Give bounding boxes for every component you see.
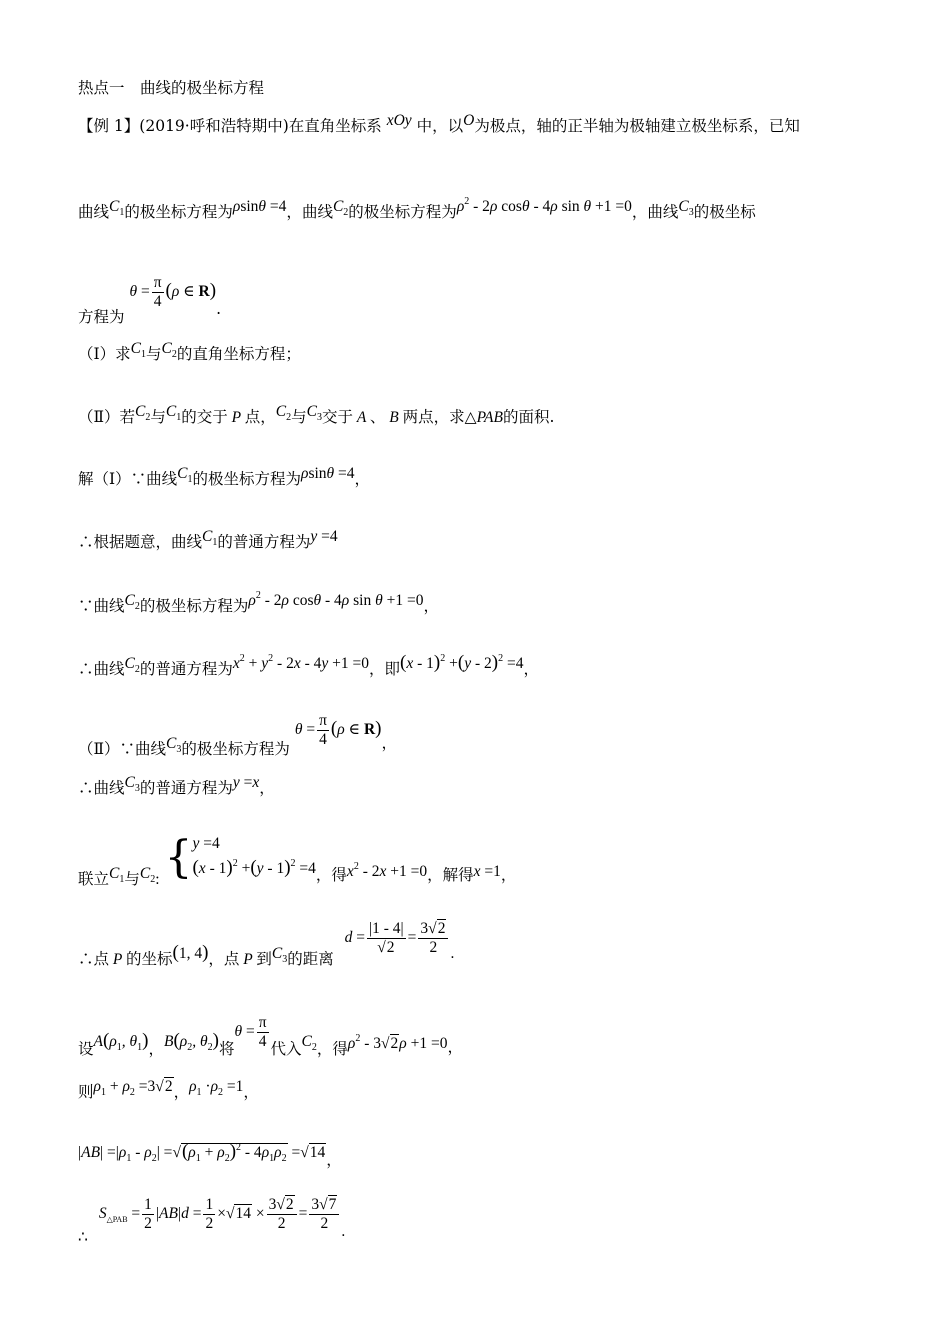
question-1 xyxy=(78,342,301,364)
formula-B: B xyxy=(385,409,403,426)
solution-line-4: ∴曲线$C_2$的普通方程为$x^2 + y^2 - 2x - 4y +1 =0$，即(x - 1)$^2$ +(y - 2)$^2$ =4， xyxy=(78,652,539,678)
text: 的极坐标方程为 xyxy=(139,597,249,615)
text: ∵曲线 xyxy=(78,597,125,615)
text: 的普通方程为 xyxy=(139,660,233,678)
formula-vieta: $\rho_1 + \rho_2 =3√2$ xyxy=(93,1078,173,1098)
formula-system: y =4 (x - 1)$^2$ +(y - 1)$^2$ =4 xyxy=(192,835,316,878)
text: ，点 xyxy=(208,950,240,969)
text: 为极点，轴的正半轴为极轴建立极坐标系，已知 xyxy=(474,117,800,135)
text: 两点，求 xyxy=(402,408,465,426)
example-line-1 xyxy=(78,114,800,136)
text: ， xyxy=(286,203,302,221)
formula-P: P xyxy=(239,951,257,969)
text: ∴ xyxy=(78,1228,88,1247)
formula-C2: $C_2$ xyxy=(124,655,140,675)
formula-c3-cartesian: y =x xyxy=(232,774,260,791)
example-line-2 xyxy=(78,196,756,222)
formula-C3: $C_3$ xyxy=(166,735,182,756)
text: ，即 xyxy=(369,660,401,678)
text: 的交于 xyxy=(181,408,228,426)
text: . xyxy=(216,300,222,319)
solution-line-9: 设$A(\rho_1$, $\theta_1$)，$B(\rho_2$, $\theta_2$)将θ = $\frac{\pi}{4}$ 代入$C_2$，得$\rho^2 - 3√2\rho +1 =0$， xyxy=(78,1014,463,1059)
text: 的面积. xyxy=(502,408,555,426)
formula-C2: $C_2$ xyxy=(275,403,292,423)
formula-distance: d = $\frac{|1 - 4|}{√2}$ = $\frac{3√2}{2}$ xyxy=(345,929,451,946)
formula-c2-polar: $\rho^2 - 2\rho$ cosθ - 4ρ sin θ +1 =0 xyxy=(248,590,424,609)
text: ∴根据题意，曲线 xyxy=(78,533,203,551)
text: ， xyxy=(631,203,648,221)
formula-theta-pi4: θ = $\frac{\pi}{4}$ xyxy=(234,1014,267,1050)
formula-C2: $C_2$ xyxy=(332,198,349,218)
formula-A: A xyxy=(352,409,370,426)
text: 与 xyxy=(291,408,307,426)
formula-C1: $C_1$ xyxy=(165,403,182,423)
formula-A-polar: $A(\rho_1$, $\theta_1$) xyxy=(93,1030,149,1054)
formula-area: $S_{\triangle PAB}$ = $\frac{1}{2}$ |AB|d = $\frac{1}{2}$ ×√14 × $\frac{3√2}{2}$ = $\frac{3√7}{2}$ xyxy=(99,1205,342,1222)
text: 曲线 xyxy=(301,203,333,221)
example-source: (2019·呼和浩特期中) xyxy=(139,117,289,135)
text: ∴点 xyxy=(78,950,110,969)
text: 的普通方程为 xyxy=(139,779,233,797)
text: 则 xyxy=(78,1083,94,1101)
solution-line-8: ∴点 P 的坐标(1, 4)，点 P 到$C_3$的距离 d = $\frac{|1 - 4|}{√2}$ = $\frac{3√2}{2}$ . xyxy=(78,920,455,969)
formula-rho-quadratic: $\rho^2 - 3√2\rho +1 =0$ xyxy=(347,1033,448,1053)
formula-C1: $C_1$ xyxy=(202,528,218,548)
formula-C2: $C_2$ xyxy=(139,864,156,885)
formula-x-solution: x =1 xyxy=(473,862,501,880)
text: 的极坐标方程为 xyxy=(192,470,301,488)
formula-C1: $C_1$ xyxy=(130,340,146,360)
text: 解（Ⅰ）∵曲线 xyxy=(78,470,178,488)
solution-line-5: （Ⅱ）∵曲线$C_3$的极坐标方程为 θ = $\frac{\pi}{4}$ (ρ ∈ R)， xyxy=(78,712,397,759)
formula-triangle-PAB: △PAB xyxy=(464,409,503,426)
text: 中，以 xyxy=(416,117,464,135)
solution-line-1: 解（Ⅰ）∵曲线$C_1$的极坐标方程为ρsinθ =4， xyxy=(78,465,371,488)
text: 的普通方程为 xyxy=(217,533,311,551)
formula-c1-polar: ρsinθ =4 xyxy=(300,465,355,482)
text: 交于 xyxy=(321,408,353,426)
solution-line-7: 联立$C_1$与$C_2$: { y =4 (x - 1)$^2$ +(y - 1)$^2$ =4 ，得$x^2 - 2x +1 =0$，解得x =1， xyxy=(78,831,517,888)
text: 点， xyxy=(244,408,276,426)
text: 代入 xyxy=(270,1040,302,1059)
solution-line-12: ∴ $S_{\triangle PAB}$ = $\frac{1}{2}$ |AB|d = $\frac{1}{2}$ ×√14 × $\frac{3√2}{2}$ = $\frac{3√7}{2}$ . xyxy=(78,1196,346,1247)
text: 的极坐标方程为 xyxy=(124,203,233,221)
section-heading: 热点一 曲线的极坐标方程 xyxy=(78,79,265,97)
formula-xOy: xOy xyxy=(386,112,412,129)
text: ∴曲线 xyxy=(78,660,125,678)
text: ，解得 xyxy=(427,865,474,884)
text: 曲线 xyxy=(647,203,679,221)
formula-c3-polar: θ = $\frac{\pi}{4}$ (ρ ∈ R) xyxy=(129,274,217,310)
text: 的距离 xyxy=(287,950,334,969)
text: 与 xyxy=(145,345,162,363)
example-tag: 【例 1】 xyxy=(78,117,140,135)
text: 的极坐标方程为 xyxy=(348,203,457,221)
formula-AB-length: $|AB| =|\rho_1 - \rho_2| =√(\rho_1 + \rho_2)^2 - 4\rho_1\rho_2 =√14$ xyxy=(78,1141,326,1164)
text: 的极坐标方程为 xyxy=(181,740,290,759)
formula-C3: $C_3$ xyxy=(306,403,322,423)
formula-C3: $C_3$ xyxy=(271,945,288,966)
formula-c3-polar: θ = $\frac{\pi}{4}$ (ρ ∈ R) xyxy=(294,712,382,748)
solution-line-11: $|AB| =|\rho_1 - \rho_2| =√(\rho_1 + \rho_2)^2 - 4\rho_1\rho_2 =√14$， xyxy=(78,1141,342,1169)
formula-C2: $C_2$ xyxy=(161,340,177,360)
formula-C1: $C_1$ xyxy=(109,198,125,218)
text: 曲线 xyxy=(78,203,110,221)
example-line-3 xyxy=(78,274,222,327)
formula-product: $\rho_1 \cdot\rho_2 =1$ xyxy=(189,1078,244,1098)
text: （Ⅱ）若 xyxy=(78,408,136,426)
formula-c2-cartesian: $x^2 + y^2 - 2x - 4y +1 =0$ xyxy=(232,653,370,672)
formula-P: P xyxy=(109,951,126,969)
solution-line-6: ∴曲线$C_3$的普通方程为y =x， xyxy=(78,774,275,797)
formula-P: P xyxy=(227,409,245,426)
formula-c1-polar: ρsinθ =4 xyxy=(232,198,287,215)
text: 设 xyxy=(78,1040,94,1059)
formula-C2: $C_2$ xyxy=(135,403,151,423)
formula-C3: $C_3$ xyxy=(124,774,140,794)
formula-O: O xyxy=(463,112,475,129)
formula-C1: $C_1$ xyxy=(109,864,125,885)
solution-line-10: 则$\rho_1 + \rho_2 =3√2$，$\rho_1 \cdot\rho_2 =1$， xyxy=(78,1078,259,1101)
text: 的坐标 xyxy=(125,950,173,969)
text: ∴曲线 xyxy=(78,779,125,797)
solution-line-3: ∵曲线$C_2$的极坐标方程为$\rho^2 - 2\rho$ cosθ - 4ρ sin θ +1 =0， xyxy=(78,590,439,615)
text: 在直角坐标系 xyxy=(288,117,382,135)
formula-P-coords: (1, 4) xyxy=(172,942,209,964)
text: 到 xyxy=(256,950,272,969)
text: ，得 xyxy=(315,865,347,884)
formula-quadratic: $x^2 - 2x +1 =0$ xyxy=(346,860,428,880)
text: 与 xyxy=(124,869,140,888)
text: 联立 xyxy=(78,869,110,888)
text: 将 xyxy=(218,1040,235,1059)
formula-C2: $C_2$ xyxy=(301,1033,317,1054)
question-2 xyxy=(78,405,554,427)
system-brace: { xyxy=(164,831,193,883)
formula-c2-polar: $\rho^2 - 2\rho$ cosθ - 4ρ sin θ +1 =0 xyxy=(456,196,632,215)
formula-C1: $C_1$ xyxy=(177,465,193,485)
text: 方程为 xyxy=(78,308,125,327)
solution-line-2 xyxy=(78,530,338,552)
text: 的极坐标 xyxy=(693,203,756,221)
text: ，得 xyxy=(316,1040,348,1059)
formula-C2: $C_2$ xyxy=(124,592,140,612)
text: 、 xyxy=(369,408,386,426)
text: 的直角坐标方程； xyxy=(176,345,301,363)
formula-C3: $C_3$ xyxy=(678,198,694,218)
formula-c2-circle: (x - 1)$^2$ +(y - 2)$^2$ =4 xyxy=(400,652,524,673)
formula-c1-cartesian: y =4 xyxy=(310,528,338,545)
text: （Ⅰ）求 xyxy=(78,345,131,363)
formula-B-polar: $B(\rho_2$, $\theta_2$) xyxy=(163,1030,219,1054)
text: 与 xyxy=(150,408,166,426)
text: （Ⅱ）∵曲线 xyxy=(78,740,167,759)
